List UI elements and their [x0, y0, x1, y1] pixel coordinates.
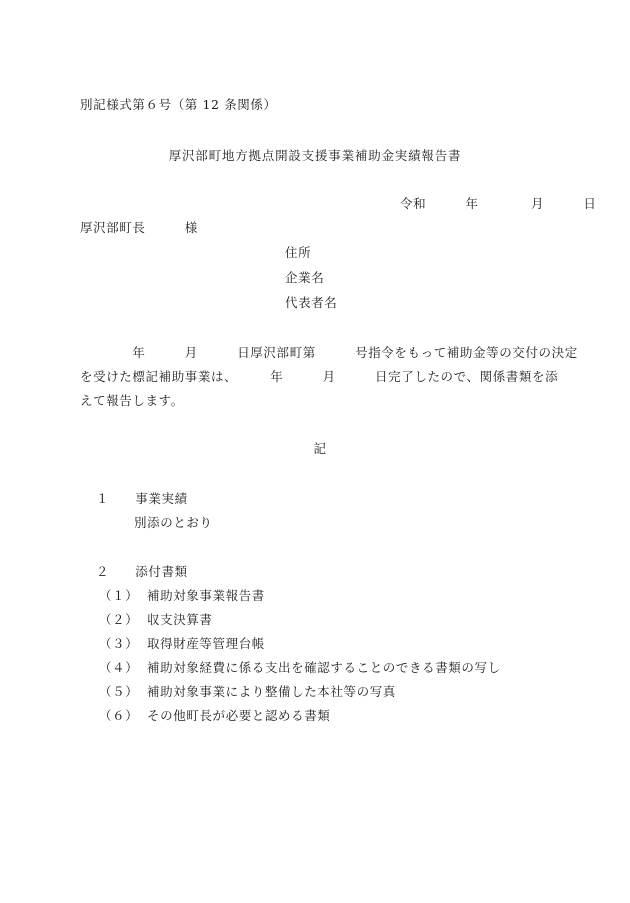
attachment-number: （２）	[99, 612, 139, 627]
document-title: 厚沢部町地方拠点開設支援事業補助金実績報告書	[168, 148, 462, 163]
attachment-item	[99, 684, 396, 700]
body-line-1: 年 月 日厚沢部町第 号指令をもって補助金等の交付の決定	[80, 345, 578, 360]
section-1-heading: １ 事業実績	[96, 491, 188, 506]
attachment-number: （４）	[99, 660, 139, 675]
attachment-item	[99, 636, 265, 652]
section-1-detail: 別添のとおり	[134, 515, 213, 530]
attachment-text: 収支決算書	[147, 612, 213, 627]
attachment-item	[99, 612, 213, 628]
attachment-number: （６）	[99, 708, 139, 723]
attachment-text: 補助対象経費に係る支出を確認することのできる書類の写し	[147, 660, 501, 675]
representative-label: 代表者名	[285, 295, 338, 310]
attachment-text: 取得財産等管理台帳	[147, 636, 265, 651]
attachment-text: 補助対象事業報告書	[147, 588, 265, 603]
form-label: 別記様式第６号（第 12 条関係）	[80, 97, 277, 112]
address-label: 住所	[285, 245, 312, 260]
body-line-2: を受けた標記補助事業は、 年 月 日完了したので、関係書類を添	[80, 369, 559, 384]
ki-heading: 記	[313, 441, 327, 456]
attachment-item	[99, 660, 501, 676]
section-2-heading: ２ 添付書類	[96, 564, 188, 579]
body-line-3: えて報告します。	[80, 393, 184, 408]
attachment-text: その他町長が必要と認める書類	[147, 708, 331, 723]
attachment-number: （１）	[99, 588, 139, 603]
addressee: 厚沢部町長 様	[80, 220, 198, 235]
attachment-text: 補助対象事業により整備した本社等の写真	[147, 684, 396, 699]
attachment-item	[99, 708, 330, 724]
company-label: 企業名	[285, 270, 325, 285]
attachment-number: （３）	[99, 636, 139, 651]
attachment-item	[99, 588, 265, 604]
date-line: 令和 年 月 日	[400, 196, 597, 211]
attachment-number: （５）	[99, 684, 139, 699]
